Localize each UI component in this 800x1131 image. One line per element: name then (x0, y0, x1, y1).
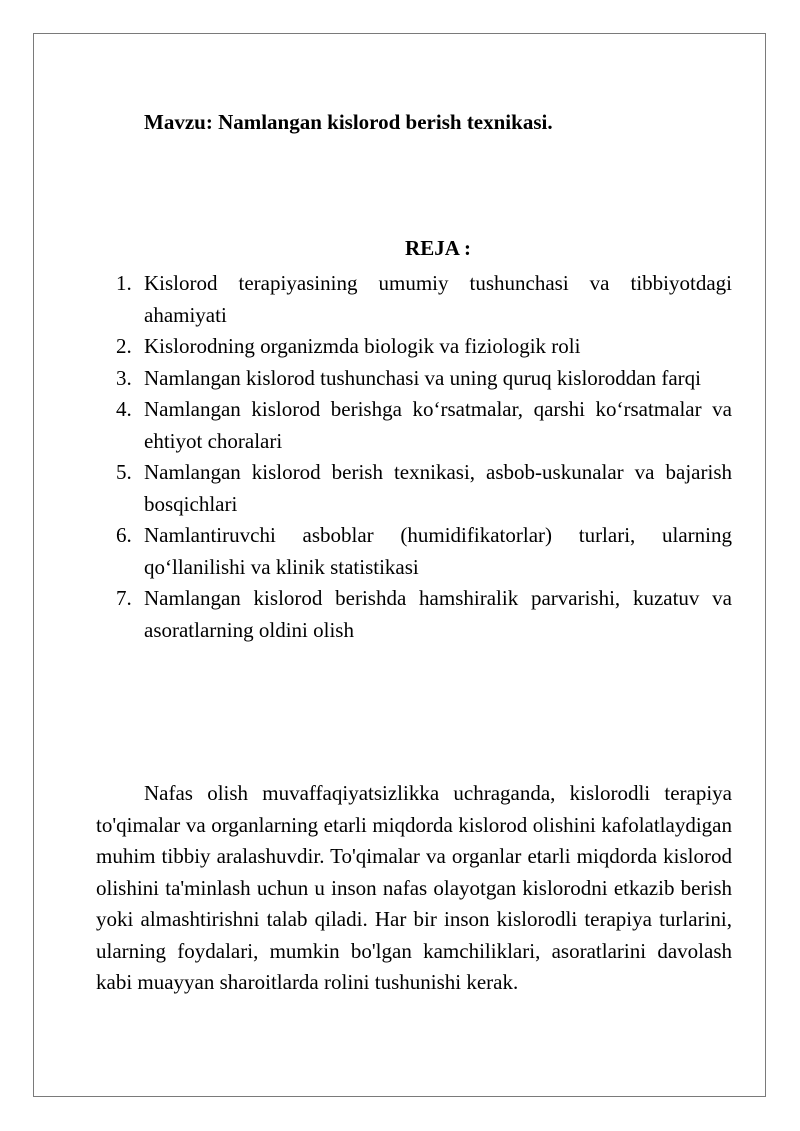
plan-item-3 (116, 363, 732, 395)
plan-item-7 (116, 583, 732, 646)
plan-item-text: Namlantiruvchi asboblar (humidifikatorlar) turlari, ularning qo‘llanilishi va klinik statistikasi (144, 523, 732, 579)
plan-item-2 (116, 331, 732, 363)
plan-item-number: 5. (116, 460, 132, 484)
plan-item-number: 4. (116, 397, 132, 421)
plan-item-4 (116, 394, 732, 457)
plan-item-text: Kislorod terapiyasining umumiy tushunchasi va tibbiyotdagi ahamiyati (144, 271, 732, 327)
plan-item-number: 2. (116, 334, 132, 358)
document-title: Mavzu: Namlangan kislorod berish texnikasi. (144, 110, 553, 134)
plan-item-text: Namlangan kislorod tushunchasi va uning quruq kisloroddan farqi (144, 365, 701, 390)
plan-item-number: 6. (116, 523, 132, 547)
plan-item-number: 3. (116, 365, 132, 390)
plan-item-number: 1. (116, 271, 132, 295)
plan-item-text: Namlangan kislorod berish texnikasi, asbob-uskunalar va bajarish bosqichlari (144, 460, 732, 516)
intro-paragraph: Nafas olish muvaffaqiyatsizlikka uchraganda, kislorodli terapiya to'qimalar va organlarning etarli miqdorda kislorod olishini kafolatlaydigan muhim tibbiy aralashuvdir. To'qimalar va organlar etarli miqdorda kislorod olishini ta'minlash uchun u inson nafas olayotgan kislorodni etkazib berish yoki almashtirishni talab qiladi. Har bir inson kislorodli terapiya turlarini, ularning foydalari, mumkin bo'lgan kamchiliklari, asoratlarini davolash kabi muayyan sharoitlarda rolini tushunishi kerak. (96, 781, 732, 994)
plan-item-5 (116, 457, 732, 520)
plan-item-1 (116, 268, 732, 331)
plan-heading: REJA : (405, 236, 471, 260)
plan-list (116, 268, 732, 646)
plan-item-text: Kislorodning organizmda biologik va fiziologik roli (144, 334, 581, 358)
plan-item-number: 7. (116, 586, 132, 610)
plan-item-6 (116, 520, 732, 583)
plan-item-text: Namlangan kislorod berishga ko‘rsatmalar, qarshi ko‘rsatmalar va ehtiyot choralari (144, 397, 732, 453)
plan-item-text: Namlangan kislorod berishda hamshiralik parvarishi, kuzatuv va asoratlarning oldini olish (144, 586, 732, 642)
